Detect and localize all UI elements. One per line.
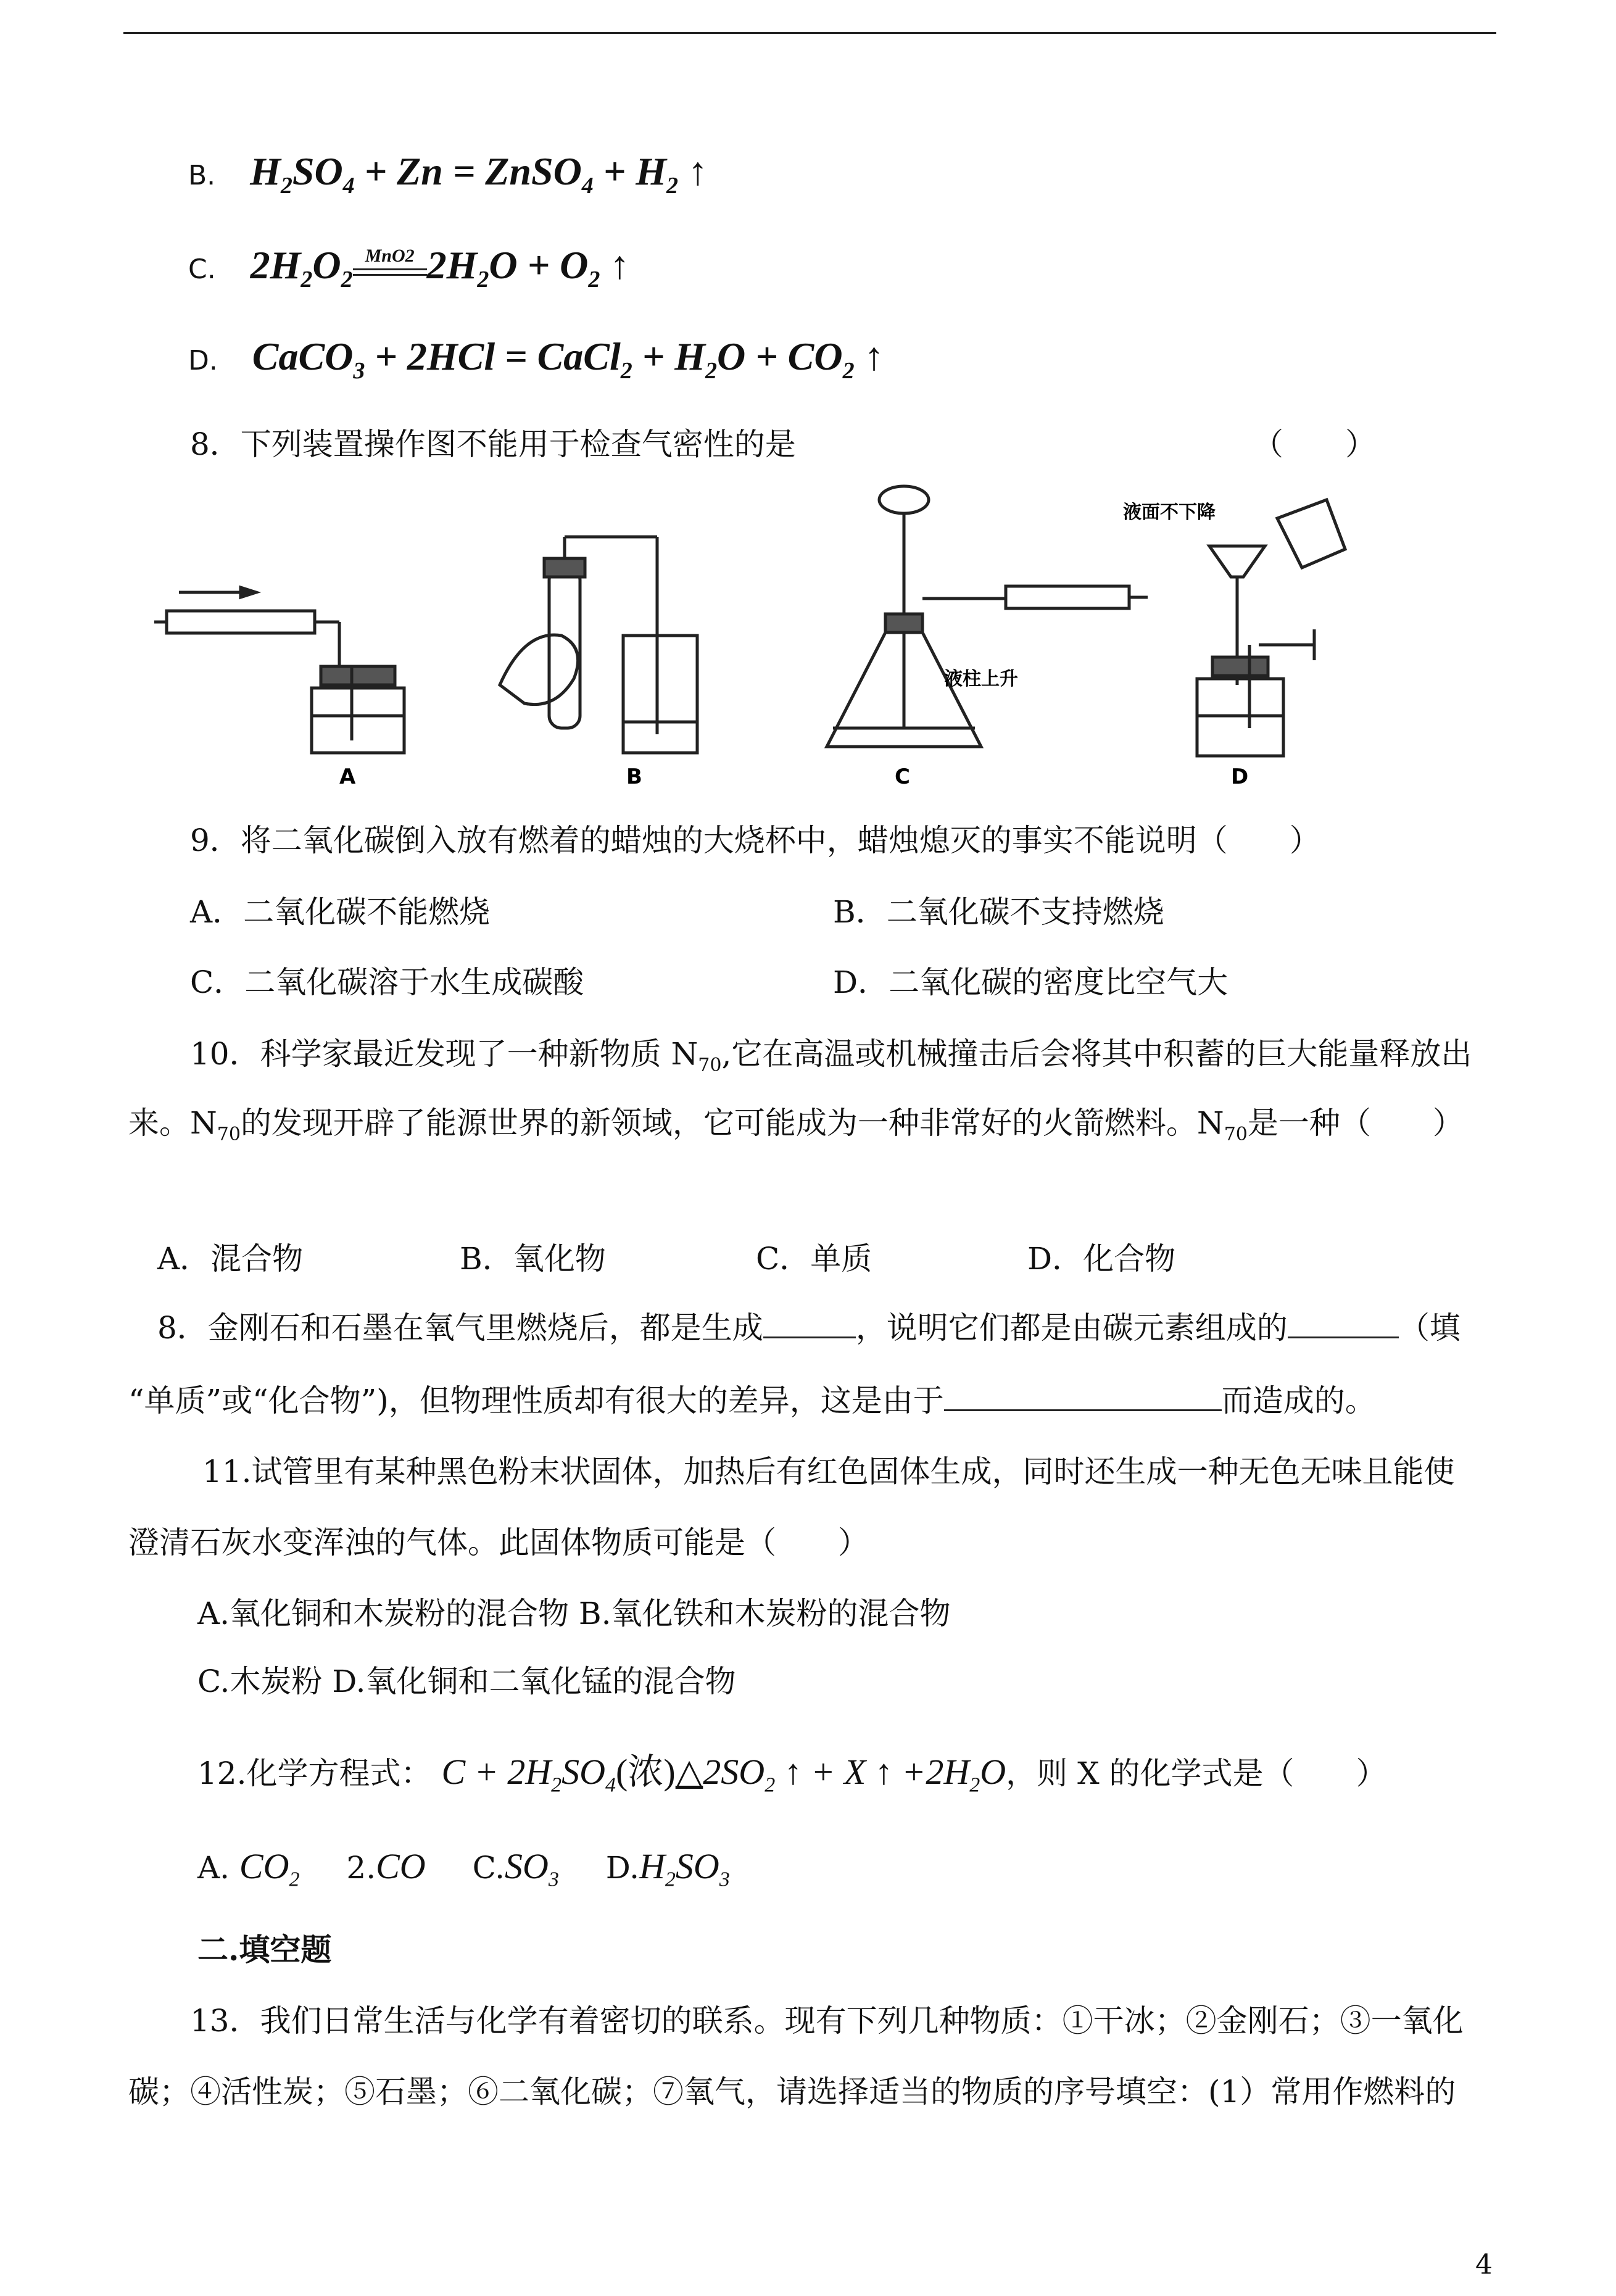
q9-stem: 9．将二氧化碳倒入放有燃着的蜡烛的大烧杯中，蜡烛熄灭的事实不能说明（ ） xyxy=(190,823,1320,858)
q7-option-b: B. $H_2SO_4 + Zn$ = ZnSO$_4$ + $H_2$ ↑ xyxy=(188,149,708,199)
q11-line-2: 澄清石灰水变浑浊的气体。此固体物质可能是（ ） xyxy=(128,1525,869,1560)
figure-label-b: B xyxy=(626,765,642,789)
q7-option-c: C. $2H_2O_2$ MnO2 $2H_2O + O_2$ ↑ xyxy=(188,247,629,298)
q8b-line-1: 8．金刚石和石墨在氧气里燃烧后，都是生成 ，说明它们都是由碳元素组成的 （填 xyxy=(157,1310,1461,1346)
page-number: 4 xyxy=(1475,2249,1493,2281)
figure-label-c: C xyxy=(895,765,910,789)
q10-option-a: A．混合物 xyxy=(157,1241,304,1277)
header-rule xyxy=(123,32,1496,34)
q8-stem: 8．下列装置操作图不能用于检查气密性的是 xyxy=(190,426,796,462)
apparatus-a xyxy=(154,587,404,753)
q7-option-d: D. CaCO$_3$ + 2HCl = CaCl$_2$ + $H_2O + CO_2$ ↑ xyxy=(188,334,884,384)
q9-option-d: D．二氧化碳的密度比空气大 xyxy=(833,964,1229,1000)
blank-2 xyxy=(1288,1337,1399,1338)
q10-line-2: 来。$N_{70}$的发现开辟了能源世界的新领域，它可能成为一种非常好的火箭燃料。$N_{70}$是一种（ ） xyxy=(128,1105,1464,1145)
q13-line-2: 碳；④活性炭；⑤石墨；⑥二氧化碳；⑦氧气，请选择适当的物质的序号填空：(1）常用作燃料的 xyxy=(128,2074,1456,2110)
q8b-line-2: “单质”或“化合物”)，但物理性质却有很大的差异，这是由于 而造成的。 xyxy=(128,1383,1376,1419)
catalyst-label: MnO2 xyxy=(365,246,415,267)
figure-c-note: 液柱上升 xyxy=(944,668,1018,690)
q11-options-1: A.氧化铜和木炭粉的混合物 B.氧化铁和木炭粉的混合物 xyxy=(197,1596,951,1631)
q12-equation: $C + 2H_2SO_4$(浓)$\triangle 2SO_2$ ↑ + X ↑ $+2H_2O$ xyxy=(441,1752,1006,1797)
q9-option-b: B．二氧化碳不支持燃烧 xyxy=(833,894,1164,930)
q10-line-1: 10．科学家最近发现了一种新物质 $N_{70}$,它在高温或机械撞击后会将其中积蓄的巨大能量释放出 xyxy=(190,1036,1472,1076)
figure-label-a: A xyxy=(339,765,356,789)
section-title: 二.填空题 xyxy=(197,1931,332,1968)
q12-line: 12.化学方程式： $C + 2H_2SO_4$(浓)$\triangle 2SO_2$ ↑ + X ↑ $+2H_2O$，则 X 的化学式是（ ） xyxy=(197,1752,1387,1797)
apparatus-c xyxy=(827,486,1148,747)
q10-option-c: C．单质 xyxy=(756,1241,872,1277)
q12-options: A. $CO_2$ 2.CO $C.SO_3$ $D.H_2SO_3$ xyxy=(197,1846,730,1891)
q8-apparatus-figure xyxy=(154,481,1401,790)
figure-label-d: D xyxy=(1231,765,1249,789)
q13-line-1: 13．我们日常生活与化学有着密切的联系。现有下列几种物质：①干冰；②金刚石；③一氧化 xyxy=(190,2003,1464,2039)
apparatus-b xyxy=(500,537,697,753)
q11-options-2: C.木炭粉 D.氧化铜和二氧化锰的混合物 xyxy=(197,1664,736,1699)
apparatus-d xyxy=(1197,500,1345,756)
blank-1 xyxy=(763,1337,856,1338)
q10-option-d: D．化合物 xyxy=(1027,1241,1176,1277)
figure-d-note: 液面不下降 xyxy=(1123,502,1216,523)
q9-option-c: C．二氧化碳溶于水生成碳酸 xyxy=(190,964,584,1000)
q9-option-a: A．二氧化碳不能燃烧 xyxy=(190,894,491,930)
blank-3 xyxy=(944,1409,1222,1411)
q10-option-b: B．氧化物 xyxy=(460,1241,606,1277)
q11-line-1: 11.试管里有某种黑色粉末状固体，加热后有红色固体生成，同时还生成一种无色无味且能使 xyxy=(202,1454,1455,1490)
q8-answer-paren: （ ） xyxy=(1253,426,1376,462)
